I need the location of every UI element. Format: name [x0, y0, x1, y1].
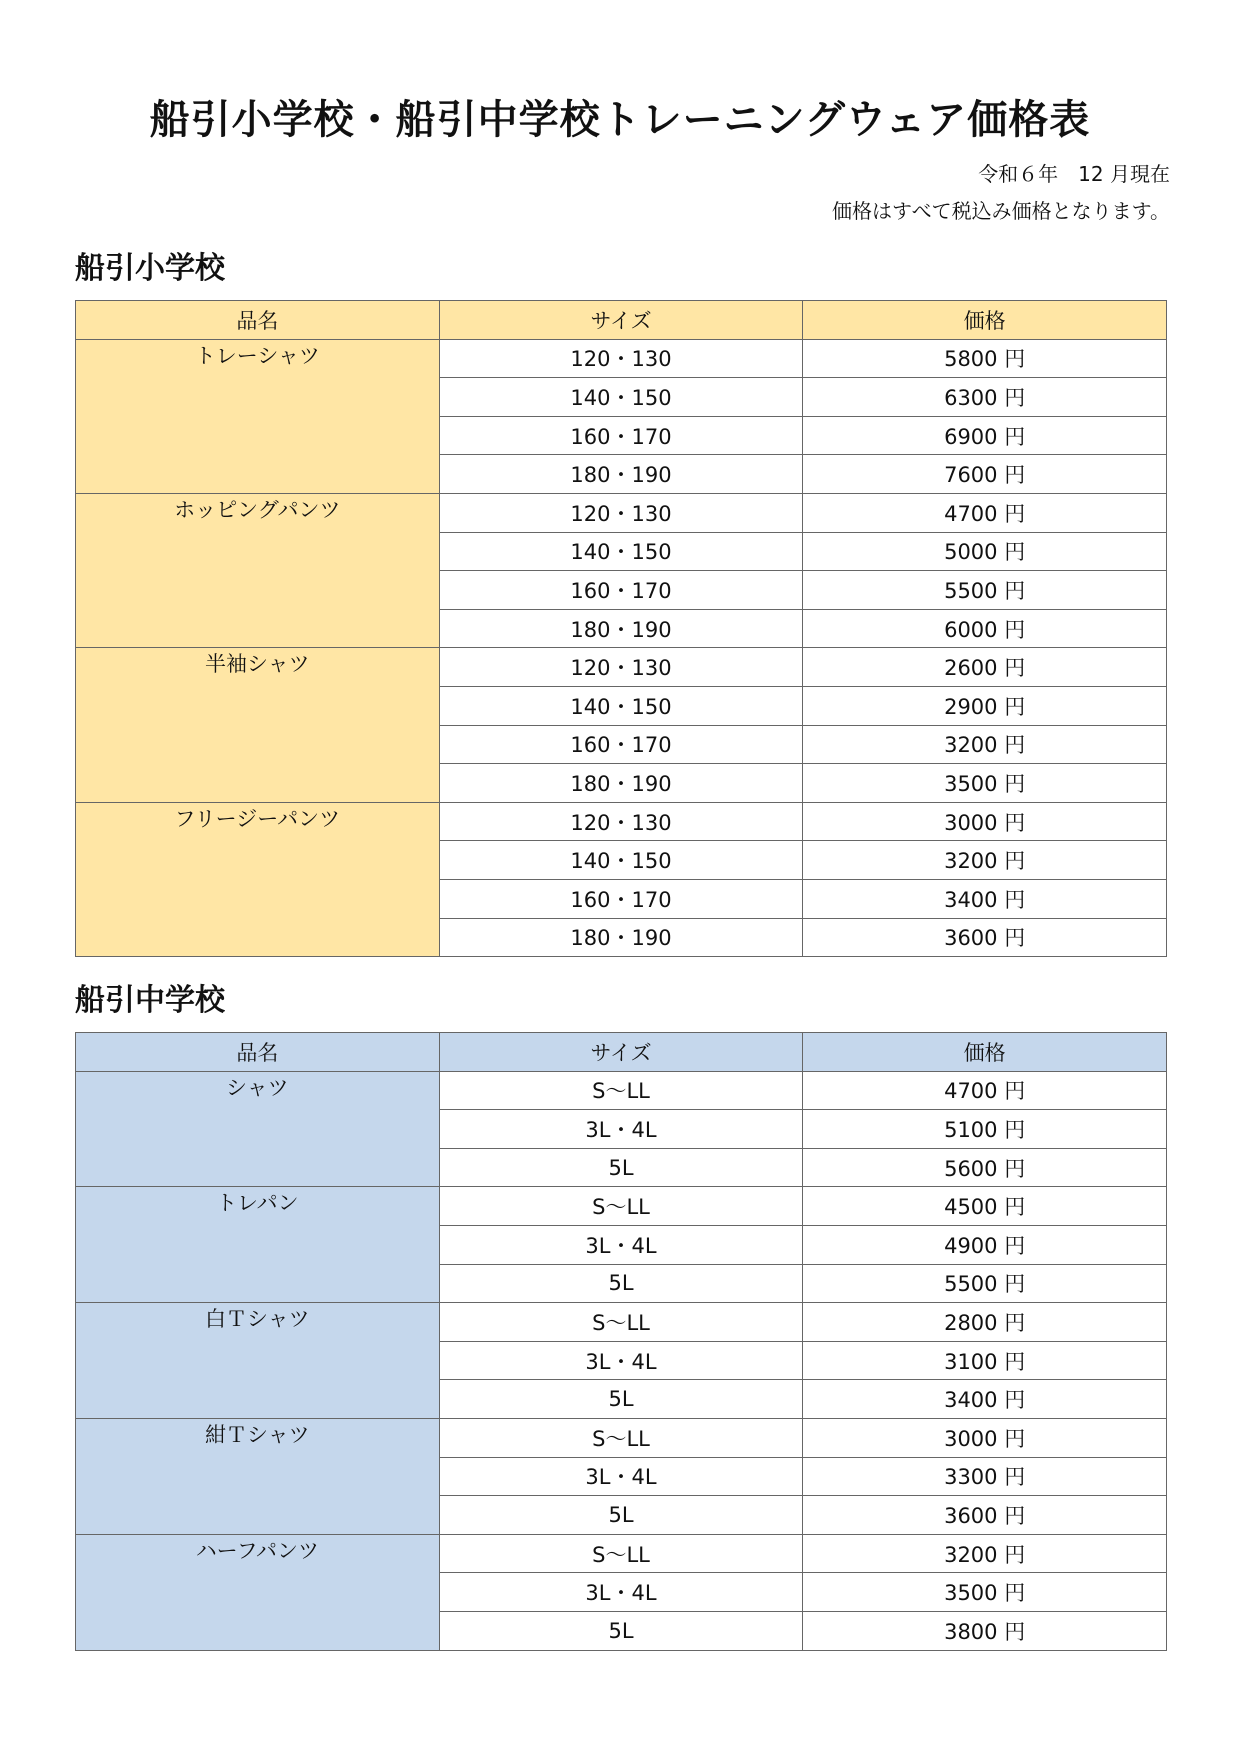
price-cell: 2900 円: [803, 686, 1167, 725]
table-header-row: [76, 301, 1167, 340]
price-cell: 4700 円: [803, 1071, 1167, 1110]
table-row: [76, 493, 1167, 532]
item-name-cell: トレパン: [76, 1187, 440, 1303]
item-name-cell: フリージーパンツ: [76, 802, 440, 956]
table-row: [76, 1534, 1167, 1573]
elementary-section-title: 船引小学校: [75, 251, 225, 286]
size-cell: 180・190: [439, 609, 803, 648]
price-cell: 6900 円: [803, 416, 1167, 455]
size-cell: 5L: [439, 1496, 803, 1535]
item-name-cell: 紺Ｔシャツ: [76, 1418, 440, 1534]
price-cell: 4700 円: [803, 493, 1167, 532]
price-cell: 3100 円: [803, 1341, 1167, 1380]
price-cell: 3800 円: [803, 1611, 1167, 1650]
middle-price-table: [75, 1032, 1167, 1651]
price-cell: 4900 円: [803, 1225, 1167, 1264]
size-cell: 3L・4L: [439, 1110, 803, 1149]
table-row: [76, 648, 1167, 687]
price-cell: 2600 円: [803, 648, 1167, 687]
header-item-name: 品名: [76, 1033, 440, 1072]
size-cell: 140・150: [439, 532, 803, 571]
size-cell: 120・130: [439, 648, 803, 687]
price-cell: 3400 円: [803, 879, 1167, 918]
table-row: [76, 1187, 1167, 1226]
price-cell: 6000 円: [803, 609, 1167, 648]
header-price: 価格: [803, 1033, 1167, 1072]
price-cell: 5500 円: [803, 1264, 1167, 1303]
size-cell: 160・170: [439, 571, 803, 610]
header-size: サイズ: [439, 301, 803, 340]
size-cell: S～LL: [439, 1534, 803, 1573]
item-name-cell: 白Ｔシャツ: [76, 1303, 440, 1419]
size-cell: 140・150: [439, 841, 803, 880]
table-header-row: [76, 1033, 1167, 1072]
table-row: [76, 339, 1167, 378]
price-cell: 7600 円: [803, 455, 1167, 494]
tax-note: 価格はすべて税込み価格となります。: [832, 199, 1170, 223]
header-price: 価格: [803, 301, 1167, 340]
size-cell: 3L・4L: [439, 1225, 803, 1264]
size-cell: 3L・4L: [439, 1573, 803, 1612]
size-cell: 3L・4L: [439, 1457, 803, 1496]
middle-table-body: [76, 1071, 1167, 1650]
table-row: [76, 1303, 1167, 1342]
size-cell: S～LL: [439, 1303, 803, 1342]
as-of-date: 令和６年 12 月現在: [978, 162, 1170, 186]
size-cell: 5L: [439, 1264, 803, 1303]
size-cell: S～LL: [439, 1418, 803, 1457]
size-cell: 5L: [439, 1611, 803, 1650]
price-cell: 4500 円: [803, 1187, 1167, 1226]
price-cell: 3000 円: [803, 802, 1167, 841]
price-cell: 3000 円: [803, 1418, 1167, 1457]
size-cell: 180・190: [439, 764, 803, 803]
elementary-table-body: [76, 339, 1167, 957]
size-cell: 5L: [439, 1380, 803, 1419]
price-cell: 3600 円: [803, 1496, 1167, 1535]
page-title: 船引小学校・船引中学校トレーニングウェア価格表: [149, 97, 1091, 143]
size-cell: 180・190: [439, 455, 803, 494]
size-cell: 120・130: [439, 802, 803, 841]
price-cell: 3500 円: [803, 764, 1167, 803]
item-name-cell: 半袖シャツ: [76, 648, 440, 802]
price-cell: 3200 円: [803, 1534, 1167, 1573]
price-cell: 5500 円: [803, 571, 1167, 610]
size-cell: 3L・4L: [439, 1341, 803, 1380]
size-cell: 5L: [439, 1148, 803, 1187]
size-cell: 160・170: [439, 879, 803, 918]
price-cell: 3300 円: [803, 1457, 1167, 1496]
table-row: [76, 1071, 1167, 1110]
size-cell: 140・150: [439, 378, 803, 417]
price-cell: 5600 円: [803, 1148, 1167, 1187]
size-cell: 120・130: [439, 493, 803, 532]
price-cell: 5100 円: [803, 1110, 1167, 1149]
header-item-name: 品名: [76, 301, 440, 340]
size-cell: 120・130: [439, 339, 803, 378]
item-name-cell: シャツ: [76, 1071, 440, 1187]
price-cell: 3200 円: [803, 725, 1167, 764]
size-cell: S～LL: [439, 1187, 803, 1226]
size-cell: 160・170: [439, 416, 803, 455]
middle-section-title: 船引中学校: [75, 983, 225, 1018]
item-name-cell: ホッピングパンツ: [76, 493, 440, 647]
item-name-cell: トレーシャツ: [76, 339, 440, 493]
header-size: サイズ: [439, 1033, 803, 1072]
price-cell: 6300 円: [803, 378, 1167, 417]
size-cell: 160・170: [439, 725, 803, 764]
price-cell: 5000 円: [803, 532, 1167, 571]
size-cell: 180・190: [439, 918, 803, 957]
price-cell: 3600 円: [803, 918, 1167, 957]
price-cell: 3200 円: [803, 841, 1167, 880]
elementary-price-table: [75, 300, 1167, 957]
item-name-cell: ハーフパンツ: [76, 1534, 440, 1650]
table-row: [76, 1418, 1167, 1457]
price-cell: 3500 円: [803, 1573, 1167, 1612]
price-cell: 3400 円: [803, 1380, 1167, 1419]
price-cell: 2800 円: [803, 1303, 1167, 1342]
size-cell: S～LL: [439, 1071, 803, 1110]
price-cell: 5800 円: [803, 339, 1167, 378]
table-row: [76, 802, 1167, 841]
size-cell: 140・150: [439, 686, 803, 725]
